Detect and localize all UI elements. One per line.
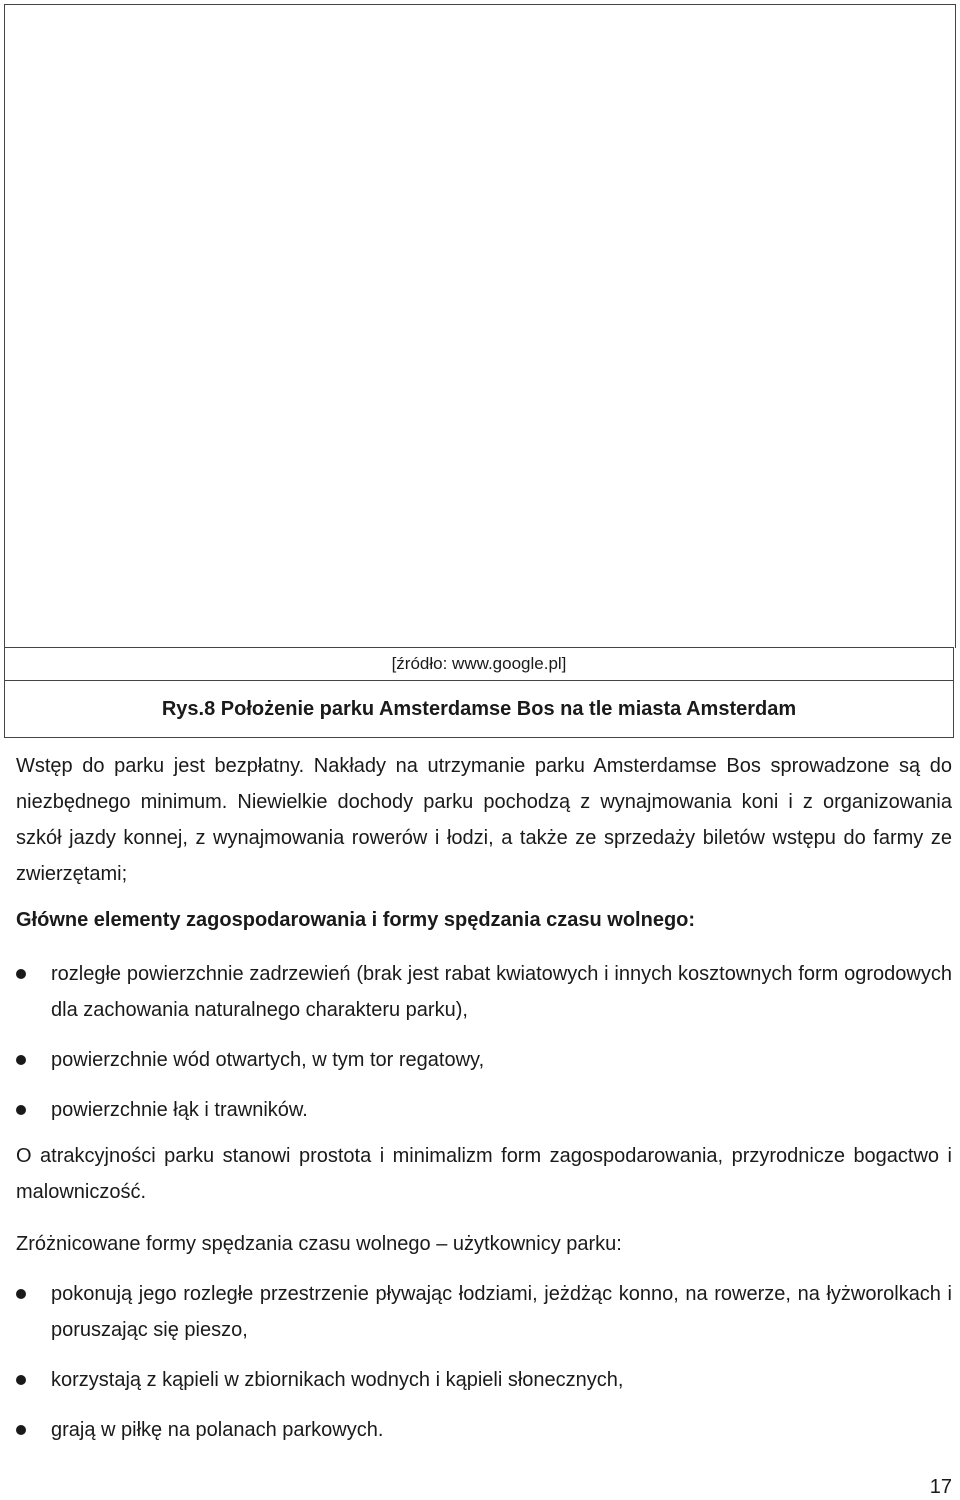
figure-source: [źródło: www.google.pl] — [5, 648, 954, 681]
list-item-text: grają w piłkę na polanach parkowych. — [51, 1419, 384, 1441]
elements-list — [16, 956, 952, 1128]
list-item-text: korzystają z kąpieli w zbiornikach wodnych i kąpieli słonecznych, — [51, 1369, 624, 1391]
forms-list — [16, 1276, 952, 1448]
intro-paragraph: Wstęp do parku jest bezpłatny. Nakłady na utrzymanie parku Amsterdamse Bos sprowadzone są do niezbędnego minimum. Niewielkie dochody parku pochodzą z wynajmowania koni i z organizowania szkół jazdy konnej, z wynajmowania rowerów i łodzi, a także ze sprzedaży biletów wstępu do farmy ze zwierzętami; — [16, 755, 952, 885]
section-heading: Główne elementy zagospodarowania i formy spędzania czasu wolnego: — [16, 909, 696, 931]
figure-caption: Rys.8 Położenie parku Amsterdamse Bos na tle miasta Amsterdam — [5, 681, 954, 738]
list-item-text: rozległe powierzchnie zadrzewień (brak jest rabat kwiatowych i innych kosztownych form ogrodowych dla zachowania naturalnego charakteru parku), — [51, 963, 952, 1021]
bullet-icon — [16, 1055, 26, 1065]
list-item — [16, 1092, 952, 1128]
bullet-icon — [16, 1425, 26, 1435]
forms-heading: Zróżnicowane formy spędzania czasu wolnego – użytkownicy parku: — [16, 1233, 622, 1255]
page-number: 17 — [929, 1476, 952, 1498]
list-item-text: powierzchnie wód otwartych, w tym tor regatowy, — [51, 1049, 485, 1071]
figure-caption-table — [4, 647, 954, 738]
bullet-icon — [16, 1105, 26, 1115]
list-item — [16, 1412, 952, 1448]
attractiveness-paragraph: O atrakcyjności parku stanowi prostota i minimalizm form zagospodarowania, przyrodnicze bogactwo i malowniczość. — [16, 1145, 952, 1203]
figure-image-area — [4, 4, 956, 648]
list-item — [16, 1042, 952, 1078]
list-item-text: pokonują jego rozległe przestrzenie pływając łodziami, jeżdżąc konno, na rowerze, na łyżworolkach i poruszając się pieszo, — [51, 1283, 952, 1341]
document-body — [16, 748, 952, 1462]
bullet-icon — [16, 1289, 26, 1299]
list-item — [16, 956, 952, 1028]
bullet-icon — [16, 969, 26, 979]
bullet-icon — [16, 1375, 26, 1385]
list-item-text: powierzchnie łąk i trawników. — [51, 1099, 308, 1121]
list-item — [16, 1362, 952, 1398]
list-item — [16, 1276, 952, 1348]
